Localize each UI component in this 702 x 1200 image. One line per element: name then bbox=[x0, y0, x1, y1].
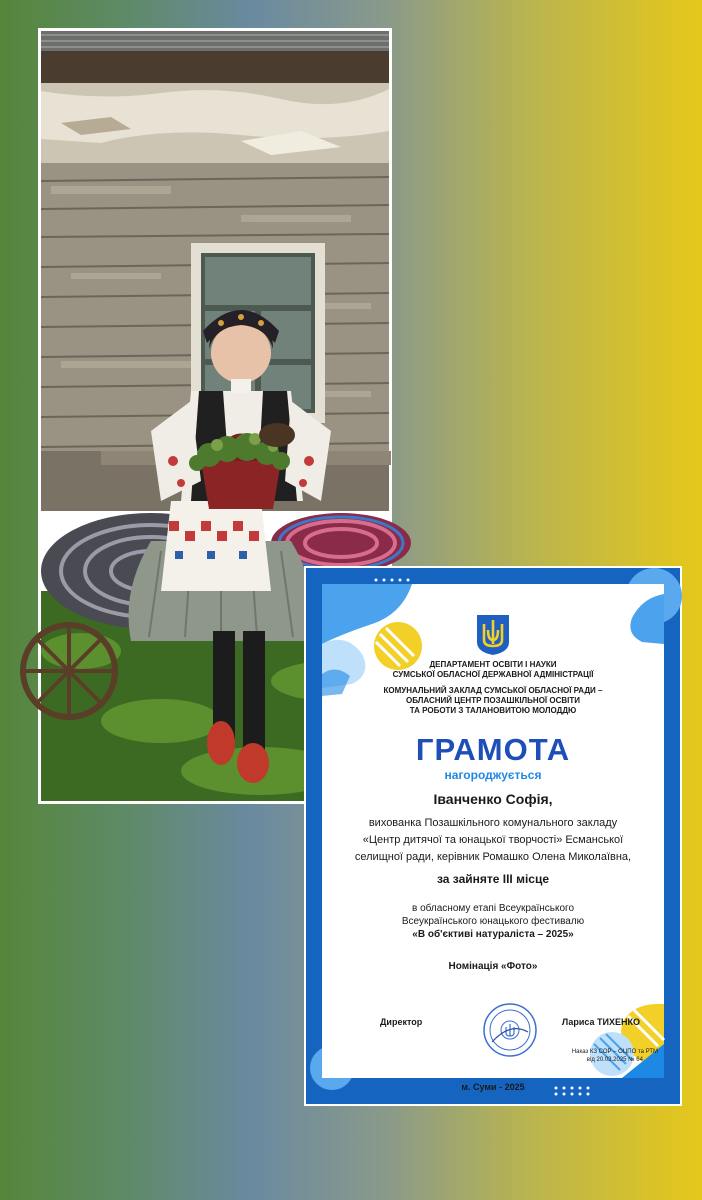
description-line: вихованка Позашкільного комунального закладу bbox=[368, 817, 618, 829]
order-reference bbox=[572, 1048, 658, 1064]
signer-name: Лариса ТИХЕНКО bbox=[561, 1017, 640, 1027]
order-line: Наказ КЗ СОР – ОЦПО та РТМ bbox=[571, 1049, 658, 1055]
city-year: м. Суми - 2025 bbox=[461, 1082, 525, 1092]
organization-line: КОМУНАЛЬНИЙ ЗАКЛАД СУМСЬКОЇ ОБЛАСНОЇ РАДИ – bbox=[383, 686, 603, 695]
description-line: селищної ради, керівник Ромашко Олена Миколаївна, bbox=[354, 851, 632, 863]
organization-text bbox=[322, 686, 664, 716]
competition-stage bbox=[322, 902, 664, 941]
stage-line: в обласному етапі Всеукраїнського bbox=[411, 903, 575, 914]
organization-line: ОБЛАСНИЙ ЦЕНТР ПОЗАШКІЛЬНОЇ ОСВІТИ bbox=[406, 696, 580, 705]
certificate bbox=[306, 568, 680, 1104]
description-line: «Центр дитячої та юнацької творчості» Есманської bbox=[362, 834, 624, 846]
official-seal-icon bbox=[482, 1002, 538, 1058]
award-place: за зайняте ІІІ місце bbox=[436, 872, 550, 886]
certificate-body bbox=[322, 584, 664, 1092]
director-label: Директор bbox=[380, 1017, 423, 1027]
order-line: від 20.03.2025 № 64 bbox=[586, 1057, 643, 1063]
department-text bbox=[322, 660, 664, 680]
coat-of-arms-icon bbox=[476, 614, 510, 656]
stage-line: Всеукраїнського юнацького фестивалю bbox=[401, 916, 585, 927]
nomination: Номінація «Фото» bbox=[448, 961, 538, 972]
recipient-description bbox=[322, 815, 664, 866]
certificate-title: ГРАМОТА bbox=[415, 732, 571, 767]
organization-line: ТА РОБОТИ З ТАЛАНОВИТОЮ МОЛОДДЮ bbox=[409, 706, 577, 715]
certificate-frame bbox=[304, 566, 682, 1106]
festival-name: «В об'єктиві натураліста – 2025» bbox=[412, 929, 574, 940]
department-line: СУМСЬКОЇ ОБЛАСНОЇ ДЕРЖАВНОЇ АДМІНІСТРАЦІЇ bbox=[392, 670, 594, 679]
certificate-subtitle: нагороджується bbox=[444, 768, 542, 782]
department-line: ДЕПАРТАМЕНТ ОСВІТИ І НАУКИ bbox=[429, 660, 557, 669]
recipient-name: Іванченко Софія, bbox=[433, 791, 553, 807]
